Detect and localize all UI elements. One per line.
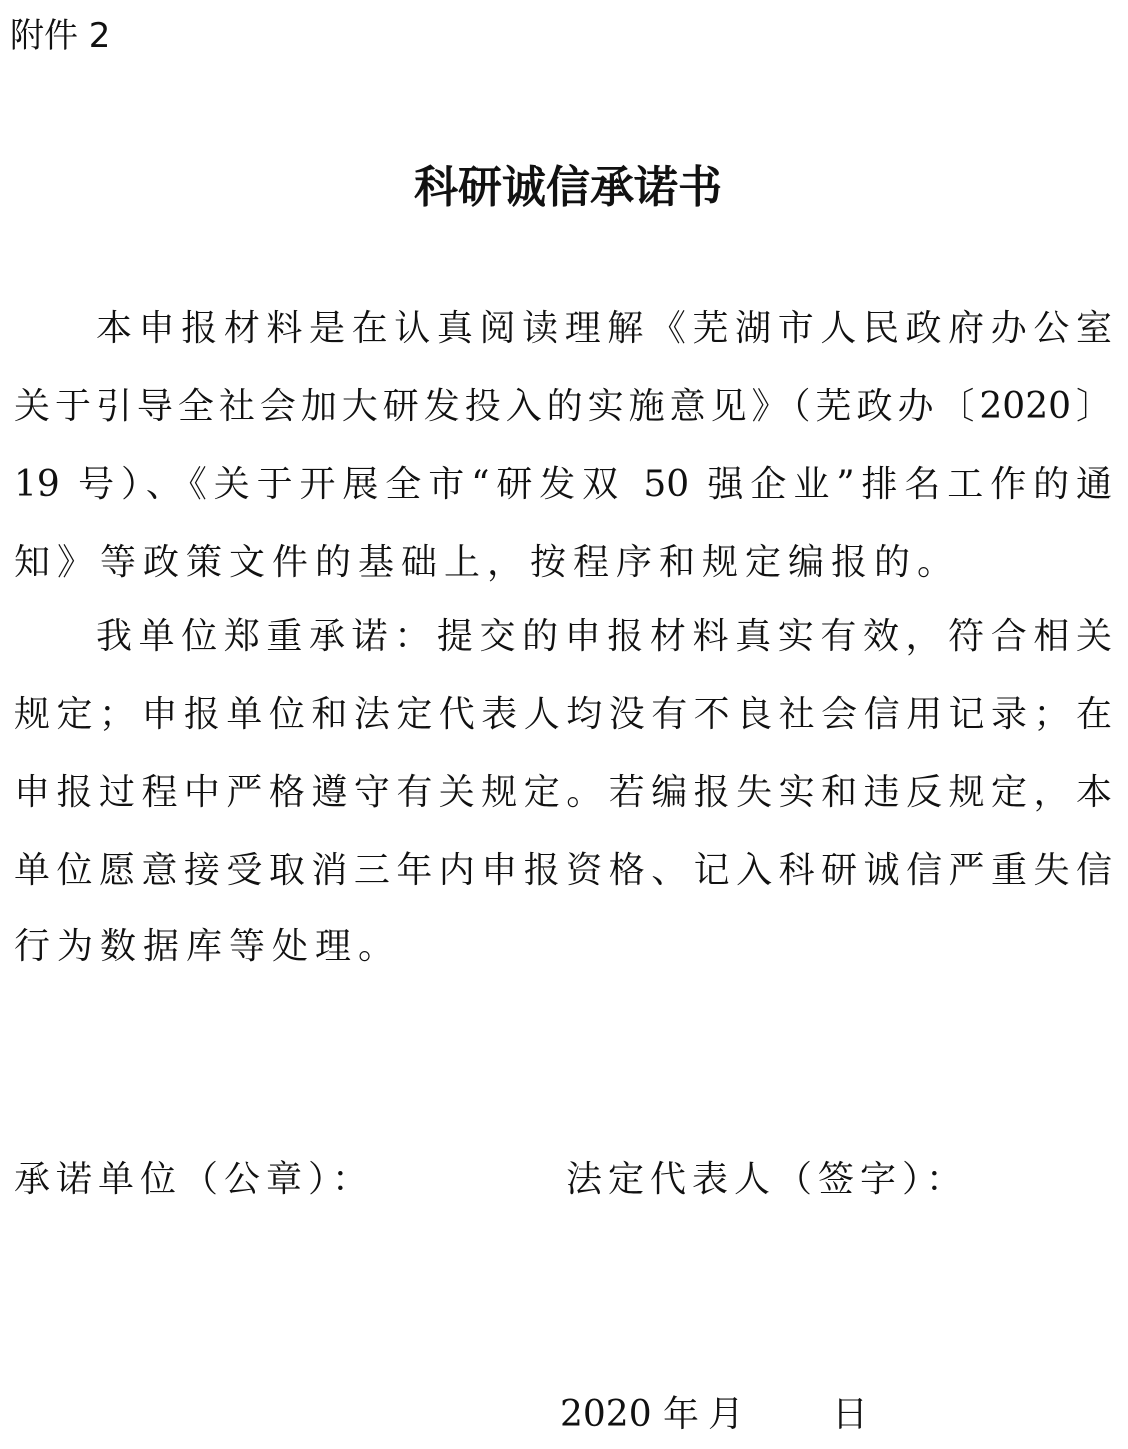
document-title: 科研诚信承诺书 [414, 162, 722, 213]
paragraph-1-line-2: 关于引导全社会加大研发投入的实施意见》（芜政办〔2020〕 [14, 386, 1112, 427]
date-month: 月 [708, 1394, 745, 1435]
signature-representative-label: 法定代表人（签字）： [566, 1159, 969, 1200]
paragraph-1-line-3: 19 号）、《关于开展全市“研发双 50 强企业”排名工作的通 [14, 464, 1112, 505]
paragraph-2-line-5: 行为数据库等处理。 [14, 926, 402, 967]
paragraph-2-line-1: 我单位郑重承诺：提交的申报材料真实有效，符合相关 [96, 616, 1112, 657]
date-day: 日 [832, 1394, 869, 1435]
paragraph-1-line-1: 本申报材料是在认真阅读理解《芜湖市人民政府办公室 [96, 308, 1112, 349]
signature-unit-label: 承诺单位（公章）： [14, 1159, 375, 1200]
paragraph-2-line-2: 规定；申报单位和法定代表人均没有不良社会信用记录；在 [14, 694, 1112, 735]
paragraph-2-line-3: 申报过程中严格遵守有关规定。若编报失实和违反规定，本 [14, 772, 1112, 813]
paragraph-2-line-4: 单位愿意接受取消三年内申报资格、记入科研诚信严重失信 [14, 850, 1112, 891]
attachment-label: 附件 2 [10, 16, 111, 56]
date-line [560, 1390, 868, 1440]
date-year: 2020 年 [560, 1394, 700, 1435]
paragraph-1-line-4: 知》等政策文件的基础上，按程序和规定编报的。 [14, 542, 961, 583]
